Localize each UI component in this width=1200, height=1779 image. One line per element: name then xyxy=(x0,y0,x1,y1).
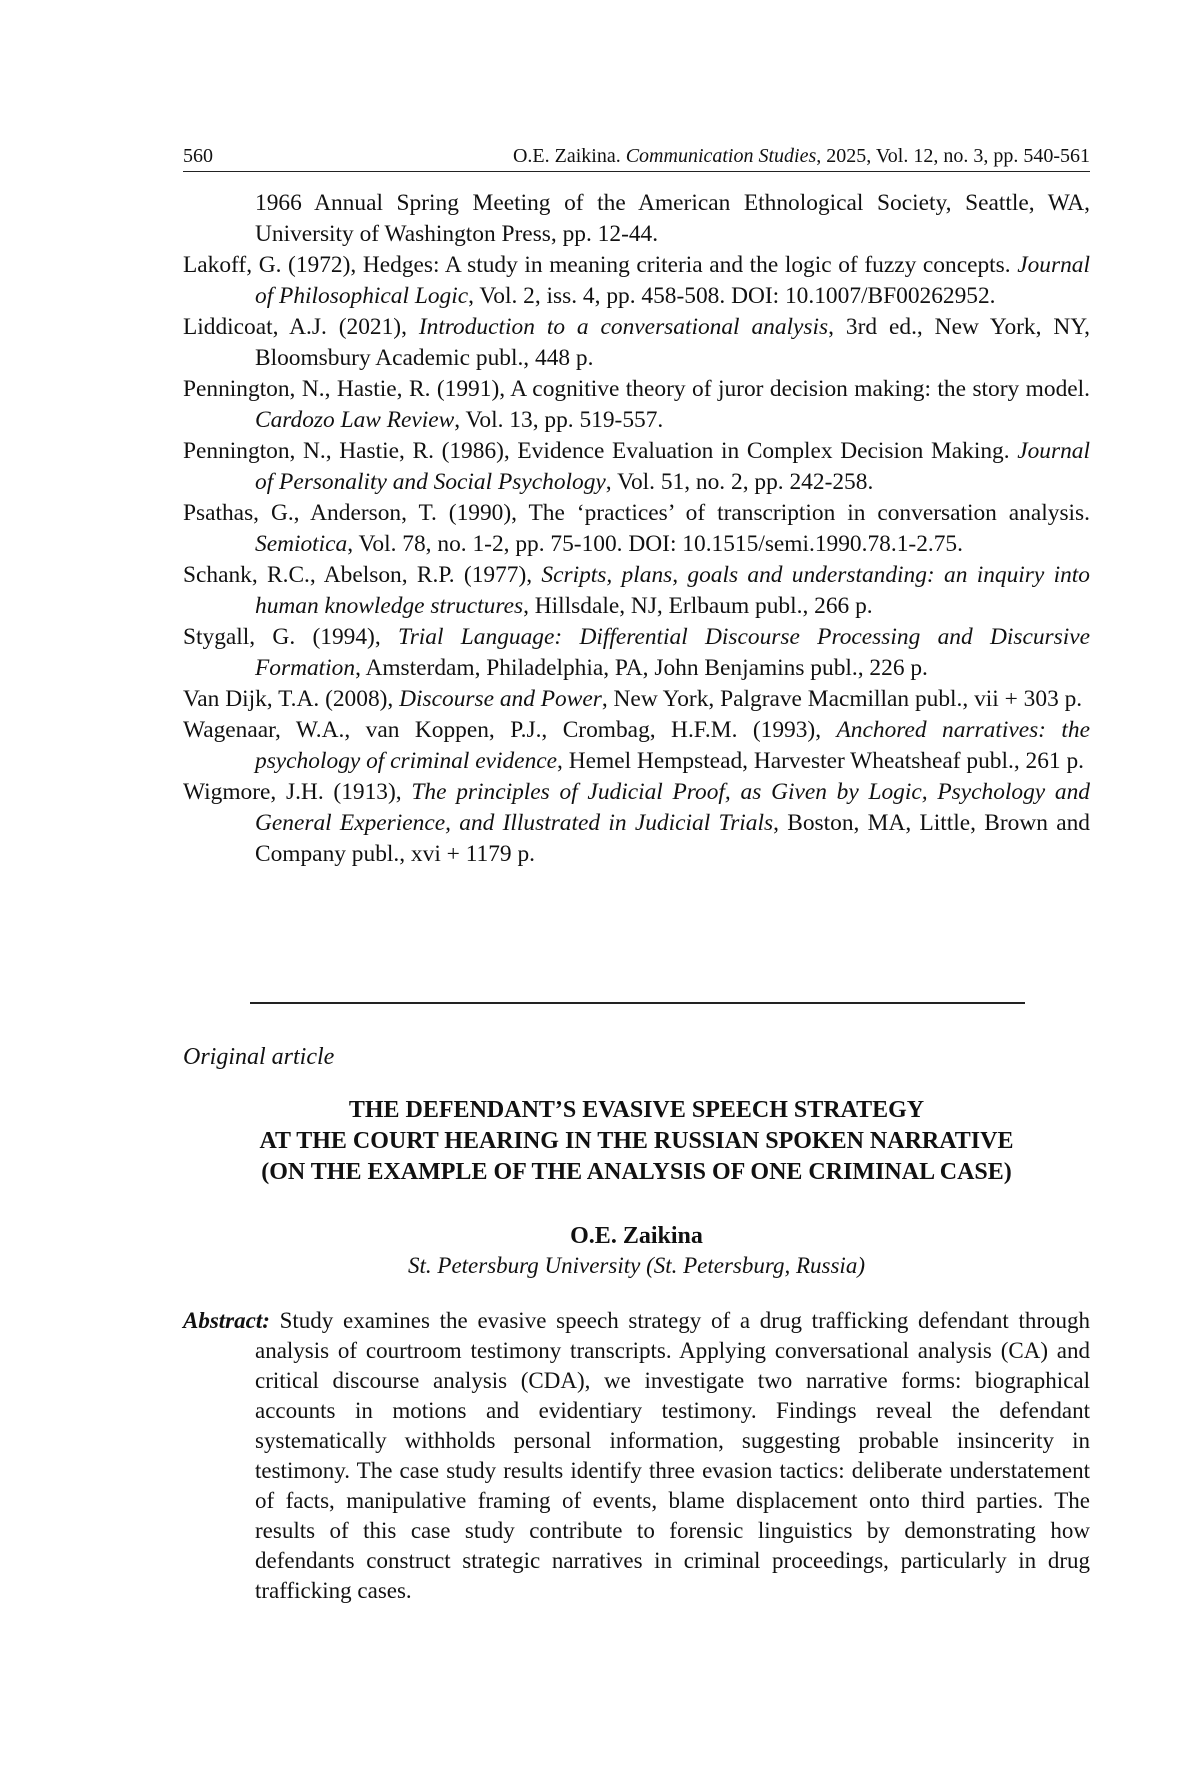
reference-source-title: Discourse and Power xyxy=(399,686,602,712)
reference-source-title: Introduction to a conversational analysis xyxy=(418,314,829,340)
reference-text: , Vol. 13, pp. 519-557. xyxy=(454,407,664,433)
reference-text: , Amsterdam, Philadelphia, PA, John Benjamins publ., 226 p. xyxy=(355,655,928,681)
abstract xyxy=(183,1306,1090,1606)
reference-text: , Boston, MA, Little, Brown and Company publ., xvi + 1179 p. xyxy=(255,810,1090,867)
reference-text: Wigmore, J.H. (1913), xyxy=(183,779,412,805)
reference-item xyxy=(183,436,1090,498)
reference-item xyxy=(183,374,1090,436)
reference-text: Schank, R.C., Abelson, R.P. (1977), xyxy=(183,562,542,588)
running-head xyxy=(513,143,1090,169)
reference-text: , Vol. 51, no. 2, pp. 242-258. xyxy=(605,469,874,495)
abstract-label: Abstract: xyxy=(183,1308,270,1333)
title-line: AT THE COURT HEARING IN THE RUSSIAN SPOKEN NARRATIVE xyxy=(259,1128,1014,1154)
reference-text: , New York, Palgrave Macmillan publ., vii + 303 p. xyxy=(601,686,1083,712)
reference-text: , Hemel Hempstead, Harvester Wheatsheaf publ., 261 p. xyxy=(557,748,1085,774)
reference-text: Pennington, N., Hastie, R. (1991), A cognitive theory of juror decision making: the story model. xyxy=(183,376,1090,402)
reference-item xyxy=(183,250,1090,312)
reference-item xyxy=(183,560,1090,622)
article-type: Original article xyxy=(183,1044,335,1070)
running-head-rest: , 2025, Vol. 12, no. 3, pp. 540-561 xyxy=(816,145,1090,167)
running-header xyxy=(183,143,1090,172)
reference-text: Liddicoat, A.J. (2021), xyxy=(183,314,419,340)
reference-text: Van Dijk, T.A. (2008), xyxy=(183,686,400,712)
reference-source-title: Journal of Personality and Social Psychology xyxy=(255,438,1090,495)
reference-source-title: Anchored narratives: the psychology of criminal evidence xyxy=(255,717,1090,774)
reference-source-title: Cardozo Law Review xyxy=(255,407,455,433)
title-line: (ON THE EXAMPLE OF THE ANALYSIS OF ONE CRIMINAL CASE) xyxy=(261,1159,1012,1185)
reference-source-title: Trial Language: Differential Discourse Processing and Discursive Formation xyxy=(255,624,1090,681)
author-affiliation: St. Petersburg University (St. Petersburg, Russia) xyxy=(408,1253,865,1278)
running-head-journal: Communication Studies xyxy=(625,145,817,167)
reference-item xyxy=(183,777,1090,870)
reference-item xyxy=(183,312,1090,374)
reference-text: , Vol. 2, iss. 4, pp. 458-508. DOI: 10.1007/BF00262952. xyxy=(468,283,996,309)
reference-list xyxy=(183,188,1090,870)
author-name: O.E. Zaikina xyxy=(570,1223,703,1249)
reference-text: Pennington, N., Hastie, R. (1986), Evidence Evaluation in Complex Decision Making. xyxy=(183,438,1018,464)
page-number: 560 xyxy=(183,145,213,167)
reference-text: Lakoff, G. (1972), Hedges: A study in meaning criteria and the logic of fuzzy concepts. xyxy=(183,252,1018,278)
reference-item xyxy=(183,684,1090,715)
reference-text: 1966 Annual Spring Meeting of the American Ethnological Society, Seattle, WA, University of Washington Press, pp. 12-44. xyxy=(255,190,1090,247)
reference-source-title: Journal of Philosophical Logic xyxy=(255,252,1090,309)
reference-item xyxy=(183,715,1090,777)
reference-text: Stygall, G. (1994), xyxy=(183,624,398,650)
abstract-text: Study examines the evasive speech strategy of a drug trafficking defendant through analysis of courtroom testimony transcripts. Applying conversational analysis (CA) and critical discourse analysis (CDA), we investigate two narrative forms: biographical accounts in motions and evidentiary testimony. Findings reveal the defendant systematically withholds personal information, suggesting probable insincerity in testimony. The case study results identify three evasion tactics: deliberate understatement of facts, manipulative framing of events, blame displacement onto third parties. The results of this case study contribute to forensic linguistics by demonstrating how defendants construct strategic narratives in criminal proceedings, particularly in drug trafficking cases. xyxy=(255,1308,1091,1603)
reference-item xyxy=(183,622,1090,684)
article-title xyxy=(183,1095,1090,1188)
reference-source-title: Semiotica xyxy=(255,531,348,557)
title-line: THE DEFENDANT’S EVASIVE SPEECH STRATEGY xyxy=(348,1097,925,1123)
reference-text: , 3rd ed., New York, NY, Bloomsbury Academic publ., 448 p. xyxy=(255,314,1090,371)
reference-text: Wagenaar, W.A., van Koppen, P.J., Crombag, H.F.M. (1993), xyxy=(183,717,837,743)
running-head-author: O.E. Zaikina. xyxy=(512,145,626,167)
reference-source-title: The principles of Judicial Proof, as Given by Logic, Psychology and General Experience, and Illustrated in Judicial Trials xyxy=(255,779,1090,836)
reference-item xyxy=(183,498,1090,560)
reference-item xyxy=(183,188,1090,250)
reference-text: , Vol. 78, no. 1-2, pp. 75-100. DOI: 10.1515/semi.1990.78.1-2.75. xyxy=(347,531,963,557)
section-divider xyxy=(250,1002,1025,1004)
reference-text: Psathas, G., Anderson, T. (1990), The ‘practices’ of transcription in conversation analysis. xyxy=(183,500,1090,526)
reference-source-title: Scripts, plans, goals and understanding: an inquiry into human knowledge structures xyxy=(255,562,1090,619)
reference-text: , Hillsdale, NJ, Erlbaum publ., 266 p. xyxy=(523,593,873,619)
